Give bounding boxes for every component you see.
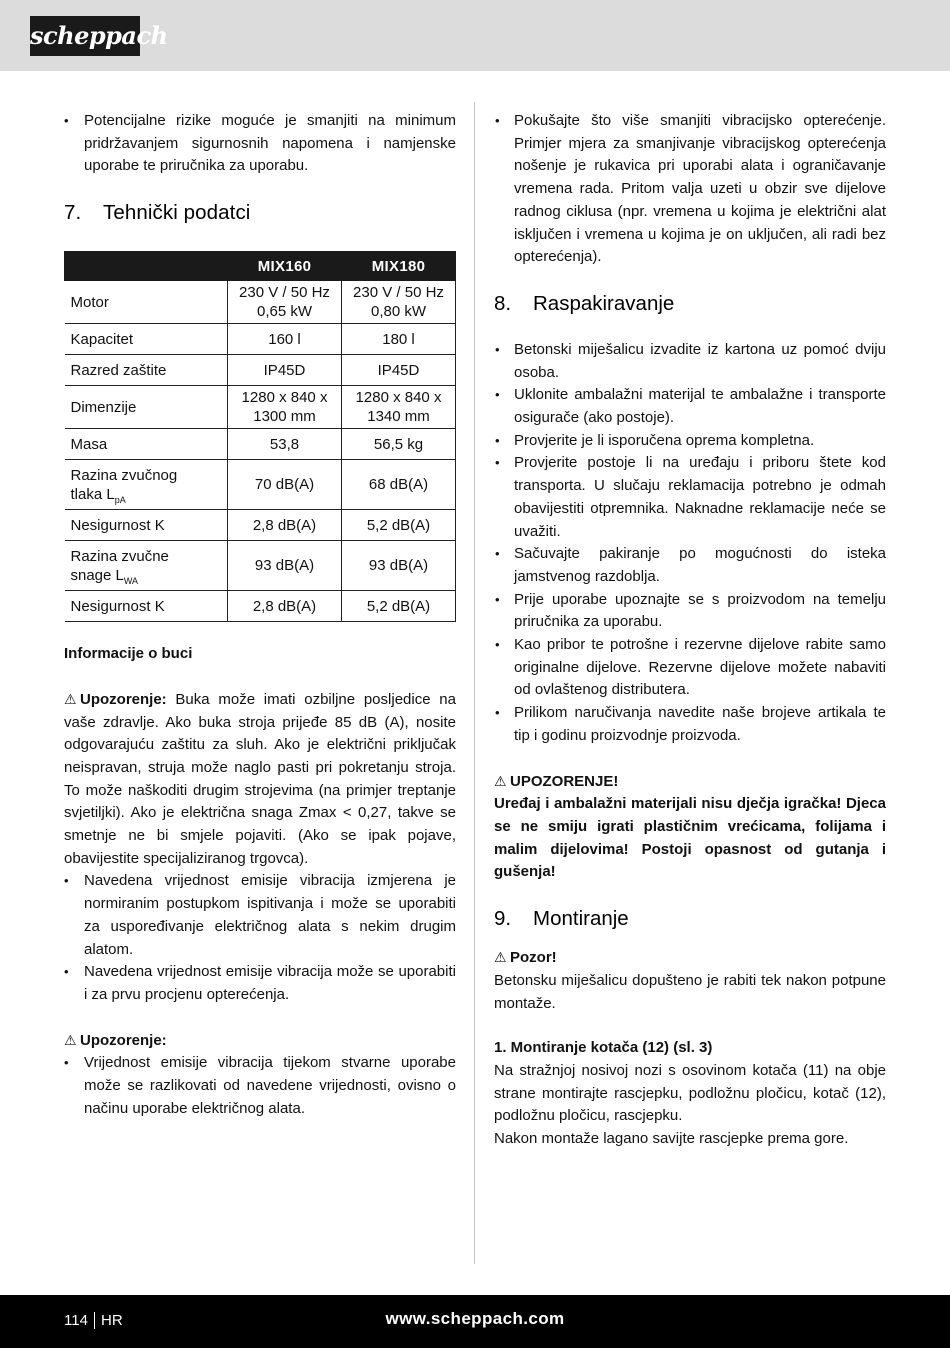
section-heading-assembly: [494, 906, 886, 932]
cell-mix180: IP45D: [342, 355, 456, 386]
website-link[interactable]: www.scheppach.com: [385, 1309, 565, 1328]
cell-mix180: 5,2 dB(A): [342, 510, 456, 541]
cell-line: 0,80 kW: [370, 303, 427, 321]
cell-mix180: [342, 386, 456, 429]
step-heading: 1. Montiranje kotača (12) (sl. 3): [494, 1039, 713, 1057]
section-title: Raspakiravanje: [533, 291, 675, 315]
warning-heading: [64, 1029, 456, 1053]
caution-heading: [494, 946, 886, 970]
section-number: 8.: [494, 291, 512, 315]
warning-label: Upozorenje:: [80, 690, 167, 708]
table-row: [65, 355, 456, 386]
list-item: • Uklonite ambalažni materijal te ambalažne i transporte osigurače (ako postoje).: [494, 384, 886, 429]
column-divider: [474, 102, 475, 1264]
cell-line: 230 V / 50 Hz: [239, 284, 330, 302]
cell-mix180: [342, 281, 456, 324]
list-item: • Provjerite postoje li na uređaju i priboru štete kod transporta. U slučaju reklamacija potrebno je odmah obavijestiti otpremnika. Naknadne reklamacije neće se uvažiti.: [494, 452, 886, 543]
cell-mix160: [228, 281, 342, 324]
cell-mix160: 53,8: [228, 429, 342, 460]
cell-line: 1280 x 840 x: [241, 389, 328, 407]
table-row: [65, 510, 456, 541]
warning-triangle-icon: ⚠: [64, 690, 77, 707]
intro-list: [64, 110, 456, 178]
row-label: Nesigurnost K: [65, 591, 228, 622]
cell-mix160: IP45D: [228, 355, 342, 386]
intro-list: [494, 110, 886, 269]
list-item: • Navedena vrijednost emisije vibracija izmjerena je normiranim postupkom ispitivanja i može se uporabiti za uspoređivanje električnog alata s nekim drugim alatom.: [64, 870, 456, 961]
warning-triangle-icon: ⚠: [494, 949, 507, 966]
page-number: 114: [64, 1312, 88, 1329]
warning-label: Upozorenje:: [80, 1031, 167, 1049]
cell-line: 1340 mm: [367, 408, 430, 426]
section-number: 7.: [64, 201, 82, 225]
cell-mix160: 160 l: [228, 324, 342, 355]
cell-line: 1280 x 840 x: [355, 389, 442, 407]
vibration-warning-list: [64, 1052, 456, 1120]
warning-heading: [494, 770, 886, 794]
language-code: HR: [101, 1312, 123, 1329]
right-column: [494, 110, 886, 1151]
row-label: Dimenzije: [65, 386, 228, 429]
list-item: • Prije uporabe upoznajte se s proizvodom na temelju priručnika za uporabu.: [494, 589, 886, 634]
cell-mix160: 2,8 dB(A): [228, 510, 342, 541]
list-item: • Betonski miješalicu izvadite iz kartona uz pomoć dviju osoba.: [494, 339, 886, 384]
row-label: Kapacitet: [65, 324, 228, 355]
brand-logo: scheppach: [30, 16, 140, 56]
noise-warning-paragraph: [64, 688, 456, 871]
step-text: Na stražnjoj nosivoj nozi s osovinom kotača (11) na obje strane montirajte rascjepku, podložnu pločicu, kotač (12), podložnu pločicu, rascjepku.: [494, 1061, 886, 1125]
table-row: [65, 281, 456, 324]
cell-mix180: 5,2 dB(A): [342, 591, 456, 622]
cell-mix160: 70 dB(A): [228, 460, 342, 510]
caution-text: Betonsku miješalicu dopušteno je rabiti tek nakon potpune montaže.: [494, 971, 886, 1012]
cell-mix180: 56,5 kg: [342, 429, 456, 460]
caution-label: Pozor!: [510, 949, 557, 967]
label-line: snage L: [70, 566, 124, 584]
table-header-cell: MIX180: [342, 252, 456, 281]
child-safety-warning: Uređaj i ambalažni materijali nisu dječja igračka! Djeca se ne smiju igrati plastičnim vrećicama, folijama i malim dijelovima! Postoji opasnost od gutanja i gušenja!: [494, 795, 886, 881]
unpacking-list: [494, 339, 886, 748]
cell-mix160: 93 dB(A): [228, 541, 342, 591]
cell-mix180: 180 l: [342, 324, 456, 355]
cell-mix180: 68 dB(A): [342, 460, 456, 510]
table-header-cell: [65, 252, 228, 281]
list-item: • Vrijednost emisije vibracija tijekom stvarne uporabe može se razlikovati od navedene vrijednosti, ovisno o načinu uporabe električnog alata.: [64, 1052, 456, 1120]
warning-triangle-icon: ⚠: [64, 1031, 77, 1048]
row-label: Motor: [65, 281, 228, 324]
section-number: 9.: [494, 907, 512, 931]
label-line: Razina zvučne: [70, 547, 169, 565]
table-row: [65, 324, 456, 355]
table-row: [65, 386, 456, 429]
label-subscript: WA: [123, 575, 139, 586]
list-item: • Kao pribor te potrošne i rezervne dijelove rabite samo originalne dijelove. Rezervne dijelove možete nabaviti od ovlaštenog distributera.: [494, 634, 886, 702]
step-text-2: Nakon montaže lagano savijte rascjepke prema gore.: [494, 1130, 849, 1148]
table-row: [65, 429, 456, 460]
list-item: • Sačuvajte pakiranje po mogućnosti do isteka jamstvenog razdoblja.: [494, 543, 886, 588]
cell-line: 0,65 kW: [256, 303, 313, 321]
table-header-row: [65, 252, 456, 281]
table-row: [65, 591, 456, 622]
row-label: [65, 541, 228, 591]
list-item: • Potencijalne rizike moguće je smanjiti na minimum pridržavanjem sigurnosnih napomena i namjenske uporabe te priručnika za uporabu.: [64, 110, 456, 178]
label-line: tlaka L: [70, 485, 115, 503]
row-label: Masa: [65, 429, 228, 460]
list-item: • Navedena vrijednost emisije vibracija može se uporabiti i za prvu procjenu opterećenja.: [64, 961, 456, 1006]
footer-bar: [0, 1295, 950, 1348]
header-bar: [0, 0, 950, 71]
table-row: [65, 460, 456, 510]
row-label: [65, 460, 228, 510]
table-header-cell: MIX160: [228, 252, 342, 281]
left-column: [64, 110, 456, 1120]
list-item: • Pokušajte što više smanjiti vibracijsko opterećenje. Primjer mjera za smanjivanje vibracijskog opterećenja nošenje je rukavica pri uporabi alata i ograničavanje vremena rada. Pritom valja uzeti u obzir sve dijelove radnog ciklusa (npr. vremena u kojima je električni alat isključen i vremena u kojima je on uključen, ali radi bez opterećenja).: [494, 110, 886, 269]
warning-text: Buka može imati ozbiljne posljedice na vaše zdravlje. Ako buka stroja prijeđe 85 dB (A), nosite odgovarajuću zaštitu za sluh. Ako je električni priključak neispravan, struja može naglo pasti pri pokretanju stroja. To može naškoditi drugim strojevima (na primjer treptanje svjetiljki). Ako je električna snaga Zmax < 0,27, takve se smetnje ne bi smjele pojaviti. (Ako se ipak pojave, obavijestite specijaliziranog trgovca).: [64, 690, 456, 867]
cell-line: 1300 mm: [253, 408, 316, 426]
warning-label: UPOZORENJE!: [510, 772, 619, 790]
section-heading-technical-data: [64, 200, 456, 226]
warning-triangle-icon: ⚠: [494, 772, 507, 789]
row-label: Razred zaštite: [65, 355, 228, 386]
noise-info-heading: Informacije o buci: [64, 645, 193, 663]
label-line: Razina zvučnog: [70, 466, 178, 484]
cell-mix160: 2,8 dB(A): [228, 591, 342, 622]
list-item: • Prilikom naručivanja navedite naše brojeve artikala te tip i godinu proizvodnje proizvoda.: [494, 702, 886, 747]
technical-data-table: [64, 251, 456, 622]
row-label: Nesigurnost K: [65, 510, 228, 541]
cell-mix160: [228, 386, 342, 429]
vibration-list: [64, 870, 456, 1006]
cell-line: 230 V / 50 Hz: [353, 284, 444, 302]
section-title: Tehnički podatci: [103, 201, 251, 225]
label-subscript: pA: [114, 494, 126, 505]
table-row: [65, 541, 456, 591]
section-heading-unpacking: [494, 291, 886, 317]
section-title: Montiranje: [533, 907, 629, 931]
list-item: • Provjerite je li isporučena oprema kompletna.: [494, 430, 886, 453]
cell-mix180: 93 dB(A): [342, 541, 456, 591]
